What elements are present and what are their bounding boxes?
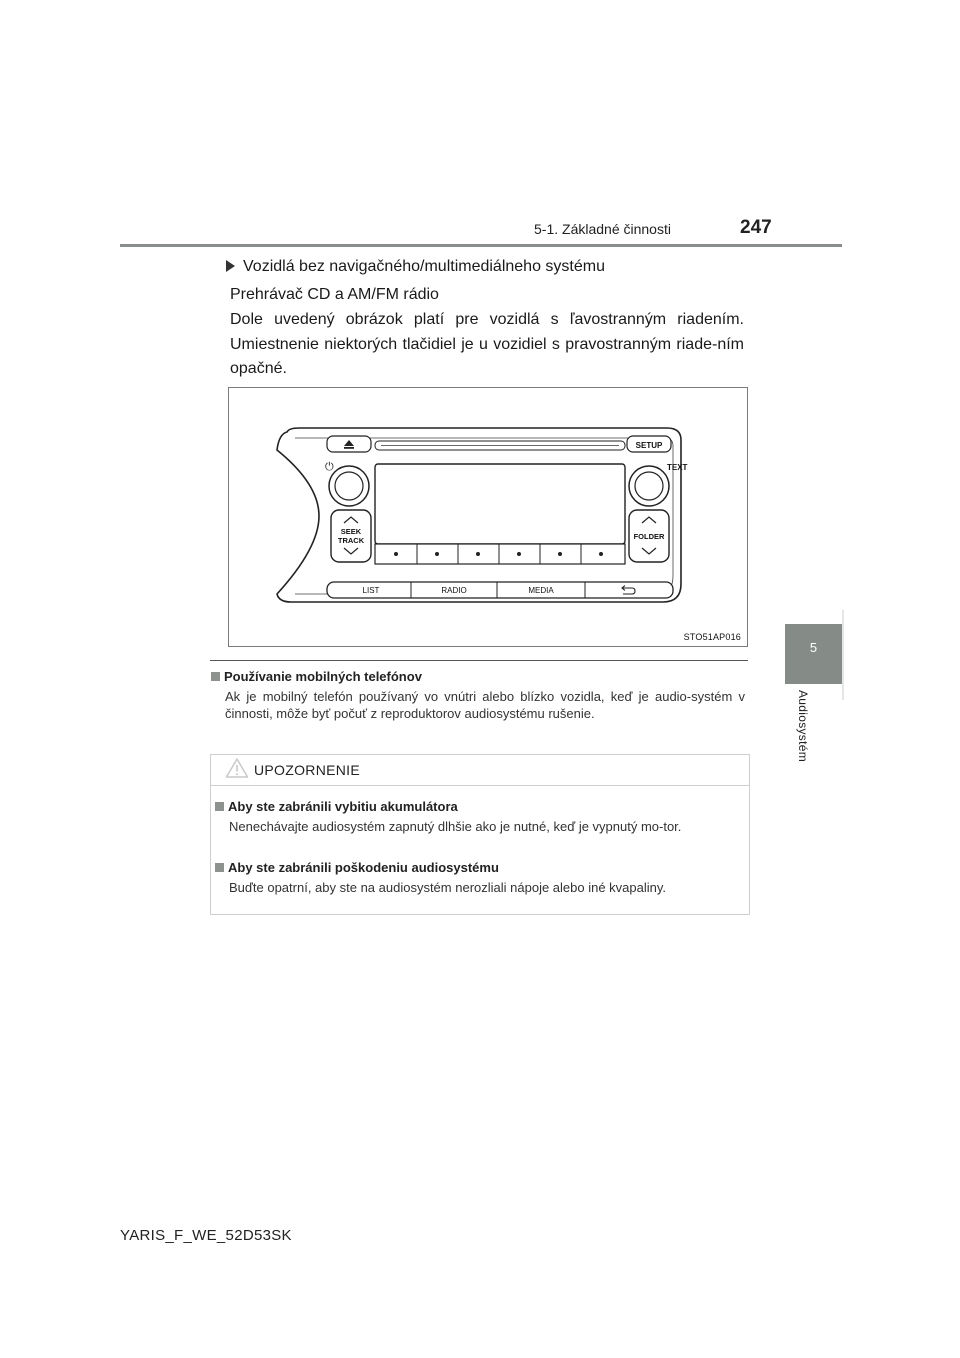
list-button[interactable]: LIST [362, 586, 380, 595]
warning-item-heading [215, 860, 499, 875]
square-bullet-icon [215, 863, 224, 872]
figure-code: STO51AP016 [683, 632, 741, 642]
chapter-number: 5 [809, 640, 818, 655]
bullet-text: Vozidlá bez navigačného/multimediálneho systému [243, 258, 605, 275]
header-divider [120, 244, 842, 247]
square-bullet-icon [211, 672, 220, 681]
track-label: TRACK [337, 536, 365, 545]
document-code: YARIS_F_WE_52D53SK [120, 1227, 292, 1244]
preset-buttons-row [375, 544, 625, 564]
mobile-heading [211, 669, 422, 684]
warning-triangle-icon [225, 757, 249, 779]
audio-unit-figure [228, 387, 748, 647]
square-bullet-icon [215, 802, 224, 811]
page-number: 247 [740, 217, 772, 238]
text-label: TEXT [667, 463, 688, 472]
figure-divider [210, 660, 748, 661]
bullet-line [226, 255, 605, 279]
warning-divider [211, 785, 749, 786]
power-icon: ⏻ [325, 460, 334, 473]
warning-title: UPOZORNENIE [254, 762, 360, 778]
warning-item-heading-text: Aby ste zabránili vybitiu akumulátora [228, 799, 458, 814]
warning-item-text: Buďte opatrní, aby ste na audiosystém nerozliali nápoje alebo iné kvapaliny. [229, 880, 667, 895]
triangle-bullet-icon [226, 260, 235, 272]
warning-item-heading-text: Aby ste zabránili poškodeniu audiosystému [228, 860, 499, 875]
folder-label: FOLDER [633, 532, 665, 541]
setup-label: SETUP [635, 441, 663, 450]
media-button[interactable]: MEDIA [528, 586, 554, 595]
display-screen [375, 464, 625, 544]
seek-label: SEEK [340, 527, 362, 536]
audio-unit-drawing [229, 388, 747, 646]
chapter-label: Audiosystém [796, 690, 810, 762]
intro-paragraph: Dole uvedený obrázok platí pre vozidlá s ľavostranným riadením. Umiestnenie niektorých tlačidiel je u vozidiel s pravostranným riade-ním opačné. [230, 311, 744, 377]
mobile-text: Ak je mobilný telefón používaný vo vnútri alebo blízko vozidla, keď je audio-systém v činnosti, môže byť počuť z reproduktorov audiosystému rušenie. [225, 689, 745, 721]
subsection-title: Prehrávač CD a AM/FM rádio [230, 286, 439, 303]
warning-item-heading [215, 799, 458, 814]
side-divider [842, 610, 844, 700]
mobile-heading-text: Používanie mobilných telefónov [224, 669, 422, 684]
running-header-section: 5-1. Základné činnosti [534, 221, 671, 237]
warning-item-text: Nenechávajte audiosystém zapnutý dlhšie ako je nutné, keď je vypnutý mo-tor. [229, 819, 682, 834]
radio-button[interactable]: RADIO [441, 586, 467, 595]
